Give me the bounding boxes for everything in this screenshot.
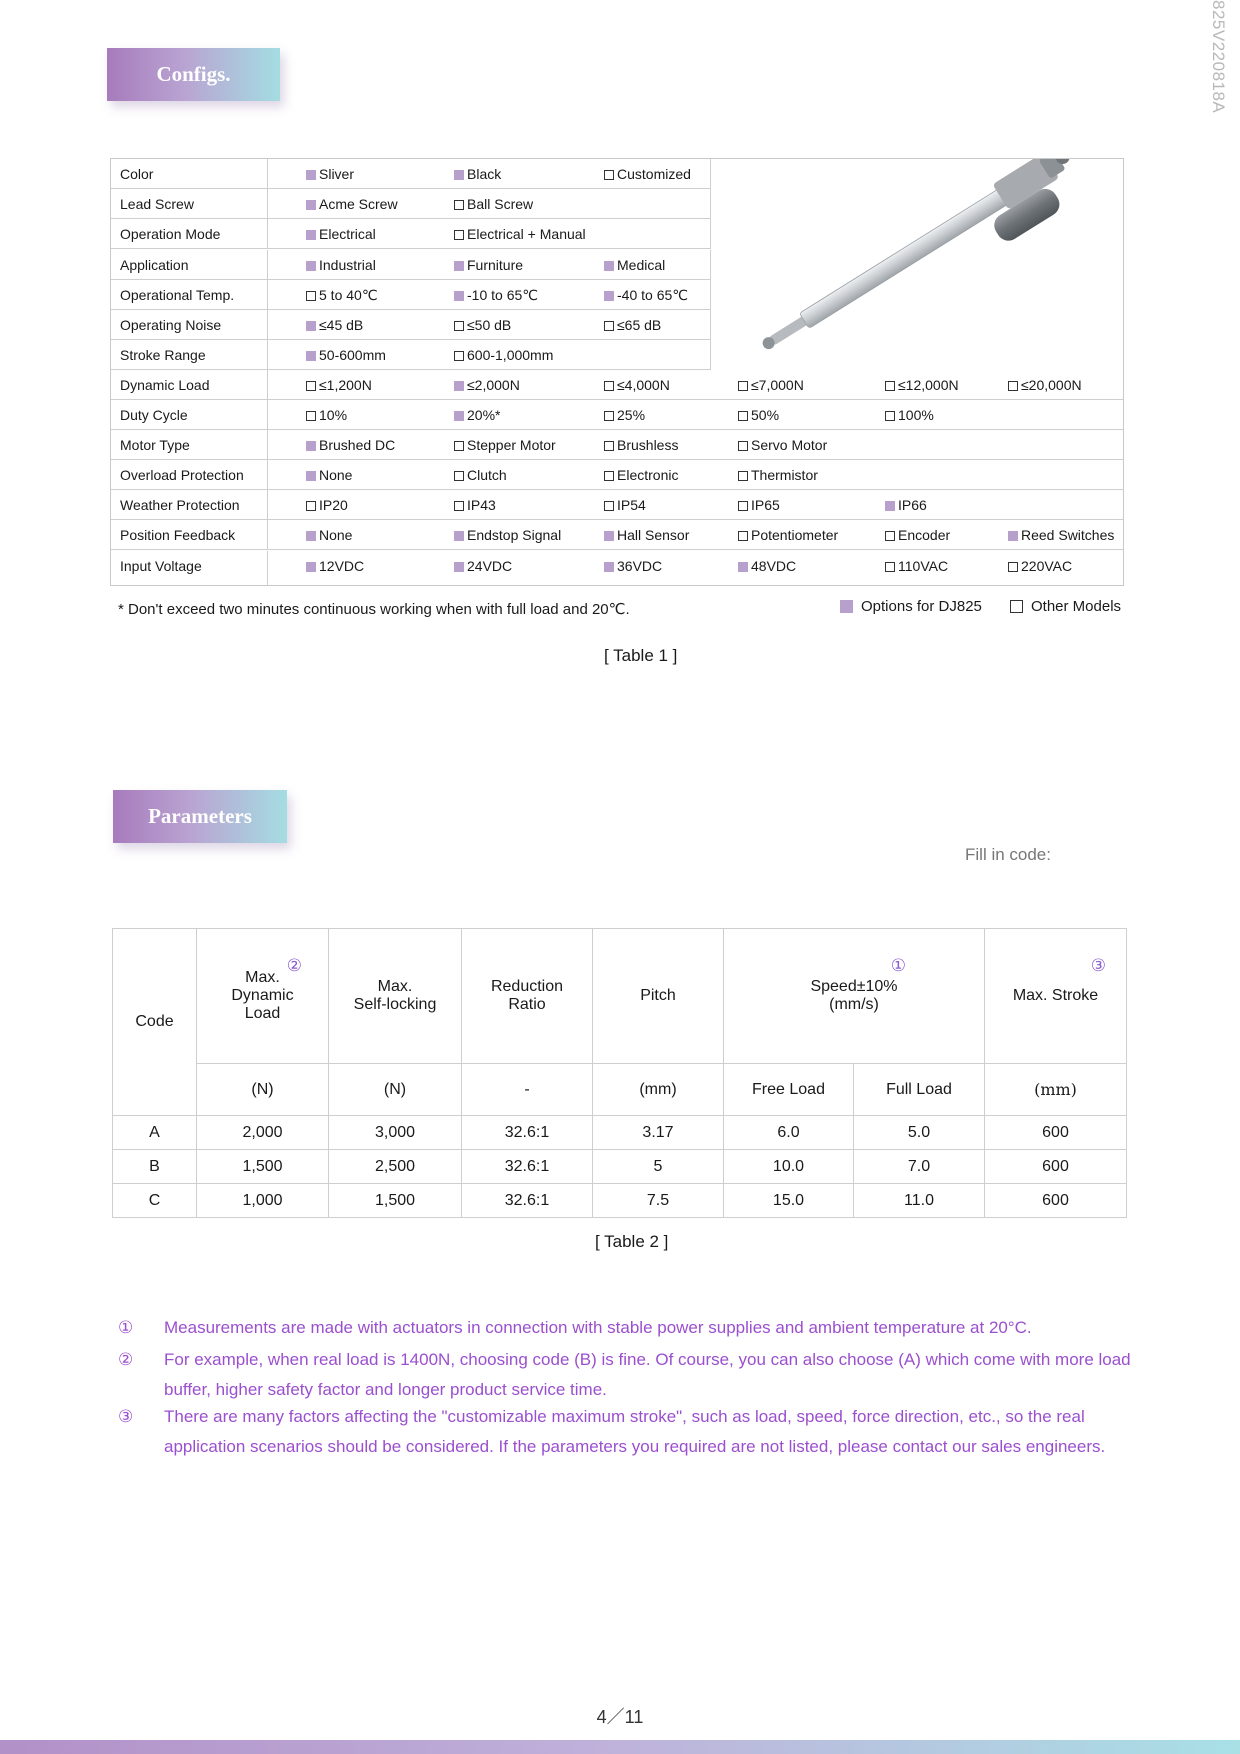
config-row (111, 280, 711, 310)
config-option (885, 377, 959, 393)
table-cell: 600 (985, 1150, 1127, 1184)
filled-square-icon (454, 562, 464, 572)
empty-square-icon (454, 200, 464, 210)
config-option (604, 257, 665, 273)
config-option-text: IP20 (319, 497, 348, 513)
config-label: Stroke Range (120, 347, 206, 363)
note-text: Measurements are made with actuators in connection with stable power supplies and ambient temperature at 20°C. (164, 1318, 1032, 1337)
config-option (738, 467, 818, 483)
config-option (306, 226, 376, 242)
filled-square-icon (306, 230, 316, 240)
config-option (1008, 527, 1114, 543)
config-option (306, 558, 364, 574)
config-option (454, 317, 511, 333)
unit-stroke: (mm) (985, 1064, 1127, 1116)
config-option-text: Hall Sensor (617, 527, 690, 543)
filled-square-icon (604, 531, 614, 541)
config-option (454, 196, 533, 212)
config-option-text: Electronic (617, 467, 679, 483)
config-option (454, 497, 496, 513)
filled-square-icon (1008, 531, 1018, 541)
head-max-dynamic-load: ② Max. Dynamic Load (197, 929, 329, 1064)
config-label: Input Voltage (120, 558, 202, 574)
table-cell: 11.0 (854, 1184, 985, 1218)
config-option (454, 257, 523, 273)
filled-square-icon (306, 170, 316, 180)
config-option (738, 407, 779, 423)
config-option-text: ≤4,000N (617, 377, 670, 393)
table-cell: 600 (985, 1116, 1127, 1150)
config-row (111, 189, 711, 219)
head-reduction-ratio: Reduction Ratio (462, 929, 593, 1064)
config-option (306, 317, 363, 333)
config-option-text: Brushless (617, 437, 679, 453)
config-option-text: Industrial (319, 257, 376, 273)
config-option (738, 558, 796, 574)
config-option (604, 166, 691, 182)
empty-square-icon (1008, 562, 1018, 572)
config-option (604, 527, 689, 543)
config-option-text: ≤50 dB (467, 317, 512, 333)
empty-square-icon (306, 501, 316, 511)
empty-square-icon (454, 351, 464, 361)
config-option (604, 437, 678, 453)
config-option (885, 527, 950, 543)
empty-square-icon (454, 230, 464, 240)
note-marker-2: ② (286, 956, 302, 975)
config-option (1008, 558, 1072, 574)
config-option (454, 407, 500, 423)
config-option-text: 100% (898, 407, 934, 423)
filled-square-icon (306, 441, 316, 451)
config-option (885, 497, 927, 513)
empty-square-icon (604, 471, 614, 481)
note-text: There are many factors affecting the "customizable maximum stroke", such as load, speed, force direction, etc., so the real application scenarios should be considered. If the parameters you required are not listed, please contact our sales engineers. (164, 1407, 1106, 1456)
empty-square-icon (306, 411, 316, 421)
config-option (738, 527, 838, 543)
table-cell: 7.0 (854, 1150, 985, 1184)
filled-square-icon (306, 321, 316, 331)
config-option-text: Reed Switches (1021, 527, 1115, 543)
config-option (454, 527, 561, 543)
unit-selflock: (N) (329, 1064, 462, 1116)
filled-square-icon (306, 200, 316, 210)
parameters-table (112, 928, 1127, 1218)
config-option-text: Endstop Signal (467, 527, 562, 543)
legend-off-label: Other Models (1031, 598, 1122, 615)
config-row (111, 310, 711, 340)
table-cell: 1,500 (329, 1184, 462, 1218)
table-cell: 5 (593, 1150, 724, 1184)
config-option-text: 24VDC (467, 558, 513, 574)
config-option (604, 377, 670, 393)
empty-square-icon (604, 411, 614, 421)
config-label: Operational Temp. (120, 287, 235, 303)
note-marker: ③ (118, 1407, 134, 1426)
empty-square-icon (306, 381, 316, 391)
table-cell: 3,000 (329, 1116, 462, 1150)
filled-square-icon (604, 562, 614, 572)
note-marker-3: ③ (1090, 956, 1106, 975)
config-option-text: Clutch (467, 467, 507, 483)
empty-square-icon (738, 501, 748, 511)
table-cell: 15.0 (724, 1184, 854, 1218)
config-option (454, 377, 520, 393)
filled-square-icon (604, 261, 614, 271)
filled-square-icon (306, 261, 316, 271)
legend-other-models (1010, 598, 1121, 615)
config-option-text: 5 to 40℃ (319, 287, 378, 303)
config-option-text: ≤1,200N (319, 377, 372, 393)
config-option-text: 50% (751, 407, 780, 423)
document-code-vertical: 825V220818A (1209, 0, 1228, 114)
unit-load: (N) (197, 1064, 329, 1116)
config-option-text: None (319, 467, 353, 483)
config-option-text: 110VAC (898, 558, 949, 574)
filled-square-icon (885, 501, 895, 511)
config-option-text: -10 to 65℃ (467, 287, 538, 303)
config-option (454, 467, 507, 483)
filled-square-icon (454, 291, 464, 301)
table-cell: 600 (985, 1184, 1127, 1218)
config-option-text: Thermistor (751, 467, 818, 483)
filled-square-icon (306, 562, 316, 572)
config-option (306, 347, 386, 363)
config-label: Motor Type (120, 437, 190, 453)
config-option-text: Electrical + Manual (467, 226, 586, 242)
note-marker-1: ① (890, 956, 906, 975)
unit-full-load: Full Load (854, 1064, 985, 1116)
config-option-text: 25% (617, 407, 646, 423)
config-option-text: 10% (319, 407, 348, 423)
config-label: Operation Mode (120, 226, 221, 242)
filled-square-icon (306, 531, 316, 541)
config-option (454, 226, 586, 242)
config-option (604, 467, 678, 483)
config-option-text: Stepper Motor (467, 437, 556, 453)
config-row (111, 400, 1123, 430)
config-row (111, 370, 1123, 400)
config-row (111, 490, 1123, 520)
config-option (306, 437, 395, 453)
empty-square-icon (454, 441, 464, 451)
table-row (113, 1150, 1127, 1184)
note-marker: ① (118, 1318, 134, 1337)
empty-square-icon (738, 441, 748, 451)
config-option (454, 287, 538, 304)
table-cell: A (113, 1116, 197, 1150)
empty-square-icon (738, 471, 748, 481)
configs-table (110, 158, 1124, 586)
config-option (306, 527, 352, 543)
config-option-text: Acme Screw (319, 196, 398, 212)
config-option-text: 12VDC (319, 558, 365, 574)
config-row (111, 520, 1123, 550)
config-option (306, 497, 348, 513)
config-row (111, 551, 1123, 585)
config-option-text: ≤2,000N (467, 377, 520, 393)
config-option (604, 497, 646, 513)
config-option-text: 48VDC (751, 558, 797, 574)
empty-square-icon (738, 381, 748, 391)
config-option (1008, 377, 1082, 393)
unit-pitch: (mm) (593, 1064, 724, 1116)
legend-options-dj825 (840, 598, 982, 615)
empty-square-icon (885, 381, 895, 391)
table-cell: 1,500 (197, 1150, 329, 1184)
config-option-text: Ball Screw (467, 196, 534, 212)
filled-square-icon (306, 351, 316, 361)
config-option (738, 377, 804, 393)
filled-square-icon (454, 411, 464, 421)
config-row (111, 159, 711, 189)
filled-square-icon (454, 170, 464, 180)
configs-heading: Configs. (107, 48, 280, 101)
config-label: Application (120, 257, 189, 273)
config-option-text: 600-1,000mm (467, 347, 554, 363)
config-option (306, 166, 354, 182)
fill-in-code-label: Fill in code: (965, 845, 1051, 864)
config-option (306, 407, 347, 423)
config-option (306, 196, 398, 212)
config-label: Position Feedback (120, 527, 236, 543)
empty-square-icon (738, 411, 748, 421)
table-cell: 10.0 (724, 1150, 854, 1184)
table-cell: 2,500 (329, 1150, 462, 1184)
config-option (454, 437, 556, 453)
config-option-text: ≤20,000N (1021, 377, 1082, 393)
config-option (306, 377, 372, 393)
config-option (738, 497, 780, 513)
table-cell: 2,000 (197, 1116, 329, 1150)
empty-square-icon (738, 531, 748, 541)
config-option (604, 287, 688, 304)
table-cell: 32.6:1 (462, 1150, 593, 1184)
config-option-text: IP65 (751, 497, 780, 513)
head-pitch: Pitch (593, 929, 724, 1064)
table-cell: 32.6:1 (462, 1184, 593, 1218)
table-row (113, 1184, 1127, 1218)
config-option-text: -40 to 65℃ (617, 287, 688, 303)
note-marker: ② (118, 1350, 134, 1369)
unit-free-load: Free Load (724, 1064, 854, 1116)
filled-square-icon (306, 471, 316, 481)
filled-square-icon (454, 381, 464, 391)
config-option (306, 287, 378, 304)
head-max-self-locking: Max. Self-locking (329, 929, 462, 1064)
config-label: Duty Cycle (120, 407, 188, 423)
config-row (111, 250, 711, 280)
config-option (454, 558, 512, 574)
table1-footnote: * Don't exceed two minutes continuous working when with full load and 20℃. (118, 601, 630, 618)
page-number: 4／11 (596, 1707, 644, 1727)
config-option (604, 558, 662, 574)
config-option-text: IP54 (617, 497, 646, 513)
config-row (111, 219, 711, 249)
config-option (885, 407, 934, 423)
table2-caption: [ Table 2 ] (595, 1232, 669, 1251)
empty-square-icon (306, 291, 316, 301)
config-option (885, 558, 948, 574)
unit-ratio: - (462, 1064, 593, 1116)
config-option-text: Encoder (898, 527, 951, 543)
note-text: For example, when real load is 1400N, choosing code (B) is fine. Of course, you can also choose (A) which come with more load buffer, higher safety factor and longer product service time. (164, 1350, 1131, 1399)
config-option-text: ≤12,000N (898, 377, 959, 393)
config-option-text: Potentiometer (751, 527, 839, 543)
filled-square-icon (604, 291, 614, 301)
config-option (306, 257, 376, 273)
config-option-text: Black (467, 166, 502, 182)
bottom-decorative-bar (0, 1740, 1240, 1754)
config-option (454, 166, 501, 182)
table1-caption: [ Table 1 ] (604, 646, 678, 665)
table-cell: 32.6:1 (462, 1116, 593, 1150)
table-cell: C (113, 1184, 197, 1218)
config-option (604, 407, 645, 423)
head-speed: ① Speed±10% (mm/s) (724, 929, 985, 1064)
filled-square-icon (454, 531, 464, 541)
head-code: Code (113, 929, 197, 1116)
config-label: Lead Screw (120, 196, 194, 212)
config-option (604, 317, 661, 333)
config-row (111, 460, 1123, 490)
empty-square-icon (604, 441, 614, 451)
config-row (111, 340, 711, 370)
config-option-text: Customized (617, 166, 691, 182)
config-option-text: Brushed DC (319, 437, 396, 453)
config-option-text: 50-600mm (319, 347, 386, 363)
table-cell: B (113, 1150, 197, 1184)
legend-on-label: Options for DJ825 (861, 598, 982, 615)
empty-square-icon (885, 411, 895, 421)
legend-filled-square-icon (840, 600, 853, 613)
empty-square-icon (604, 170, 614, 180)
config-option-text: ≤7,000N (751, 377, 804, 393)
config-option (738, 437, 827, 453)
config-option (454, 347, 553, 363)
empty-square-icon (604, 501, 614, 511)
head-max-stroke: ③ Max. Stroke (985, 929, 1127, 1064)
empty-square-icon (604, 321, 614, 331)
config-option-text: Sliver (319, 166, 355, 182)
filled-square-icon (454, 261, 464, 271)
parameters-heading: Parameters (113, 790, 287, 843)
config-label: Color (120, 166, 154, 182)
config-label: Weather Protection (120, 497, 240, 513)
config-label: Dynamic Load (120, 377, 210, 393)
table-cell: 3.17 (593, 1116, 724, 1150)
config-label: Overload Protection (120, 467, 244, 483)
config-option-text: 36VDC (617, 558, 663, 574)
config-option-text: Medical (617, 257, 666, 273)
config-row (111, 430, 1123, 460)
config-label: Operating Noise (120, 317, 222, 333)
empty-square-icon (604, 381, 614, 391)
config-option-text: IP66 (898, 497, 927, 513)
empty-square-icon (885, 562, 895, 572)
filled-square-icon (738, 562, 748, 572)
config-option-text: IP43 (467, 497, 496, 513)
empty-square-icon (885, 531, 895, 541)
config-option-text: Furniture (467, 257, 524, 273)
config-option-text: 20%* (467, 407, 501, 423)
config-option-text: ≤65 dB (617, 317, 662, 333)
config-option-text: Servo Motor (751, 437, 828, 453)
table-cell: 6.0 (724, 1116, 854, 1150)
config-option (306, 467, 352, 483)
empty-square-icon (454, 471, 464, 481)
notes-list (118, 1313, 1168, 1473)
table-row (113, 1116, 1127, 1150)
legend-empty-square-icon (1010, 600, 1023, 613)
config-option-text: 220VAC (1021, 558, 1073, 574)
config-option-text: None (319, 527, 353, 543)
config-option-text: ≤45 dB (319, 317, 364, 333)
table-cell: 1,000 (197, 1184, 329, 1218)
table-cell: 7.5 (593, 1184, 724, 1218)
empty-square-icon (454, 321, 464, 331)
actuator-photo (712, 159, 1123, 370)
config-option-text: Electrical (319, 226, 376, 242)
empty-square-icon (454, 501, 464, 511)
table-cell: 5.0 (854, 1116, 985, 1150)
empty-square-icon (1008, 381, 1018, 391)
